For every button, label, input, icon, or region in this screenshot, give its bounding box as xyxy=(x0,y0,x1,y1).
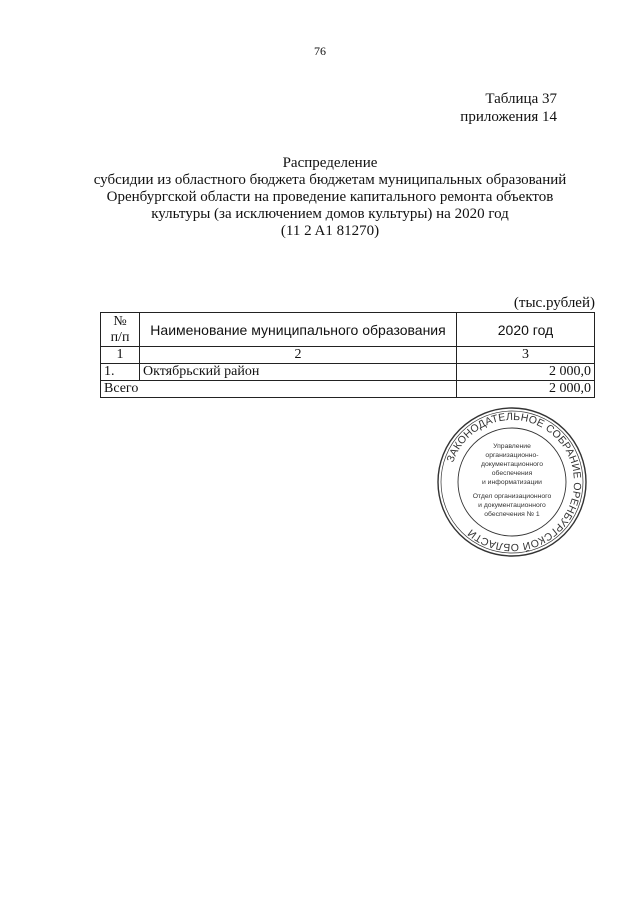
column-number: 1 xyxy=(101,347,140,364)
seal-inner-line: и документационного xyxy=(478,502,546,509)
row-number: 1. xyxy=(101,364,140,381)
seal-inner-line: Отдел организационного xyxy=(472,493,552,500)
header-number xyxy=(101,313,140,347)
document-title xyxy=(70,155,590,240)
page-number: 76 xyxy=(314,44,326,58)
seal-inner-line: обеспечения № 1 xyxy=(484,511,540,518)
title-line1: Распределение xyxy=(282,155,378,171)
title-line4: культуры (за исключением домов культуры) на 2020 год xyxy=(151,206,509,222)
row-value: 2 000,0 xyxy=(457,364,595,381)
total-label: Всего xyxy=(101,381,457,398)
header-name: Наименование муниципального образования xyxy=(140,313,457,347)
seal-inner-line: и информатизации xyxy=(482,479,542,486)
seal-ring-text: ЗАКОНОДАТЕЛЬНОЕ СОБРАНИЕ ОРЕНБУРГСКОЙ ОБЛАСТИ xyxy=(444,410,584,554)
seal-inner-line: обеспечения xyxy=(491,470,533,477)
column-number: 3 xyxy=(457,347,595,364)
seal-inner-line: Управление xyxy=(493,443,531,450)
seal-inner-line: организационно- xyxy=(485,452,539,459)
table-row xyxy=(101,364,595,381)
header-year: 2020 год xyxy=(457,313,595,347)
column-number: 2 xyxy=(140,347,457,364)
header-row xyxy=(101,313,595,347)
seal-inner-line: документационного xyxy=(480,461,544,468)
units-label: (тыс.рублей) xyxy=(513,295,595,311)
table-reference-line1: Таблица 37 xyxy=(485,91,557,107)
table-reference-line2: приложения 14 xyxy=(460,109,557,125)
total-value: 2 000,0 xyxy=(457,381,595,398)
title-line3: Оренбургской области на проведение капитального ремонта объектов xyxy=(106,189,554,205)
title-line5: (11 2 A1 81270) xyxy=(280,223,380,239)
total-row xyxy=(101,381,595,398)
distribution-table xyxy=(100,312,595,398)
header-number-line2: п/п xyxy=(110,329,130,345)
table-reference xyxy=(460,90,557,126)
column-number-row xyxy=(101,347,595,364)
title-line2: субсидии из областного бюджета бюджетам муниципальных образований xyxy=(93,172,567,188)
header-number-line1: № xyxy=(113,313,127,329)
row-name: Октябрьский район xyxy=(140,364,457,381)
official-seal-stamp xyxy=(436,406,588,558)
